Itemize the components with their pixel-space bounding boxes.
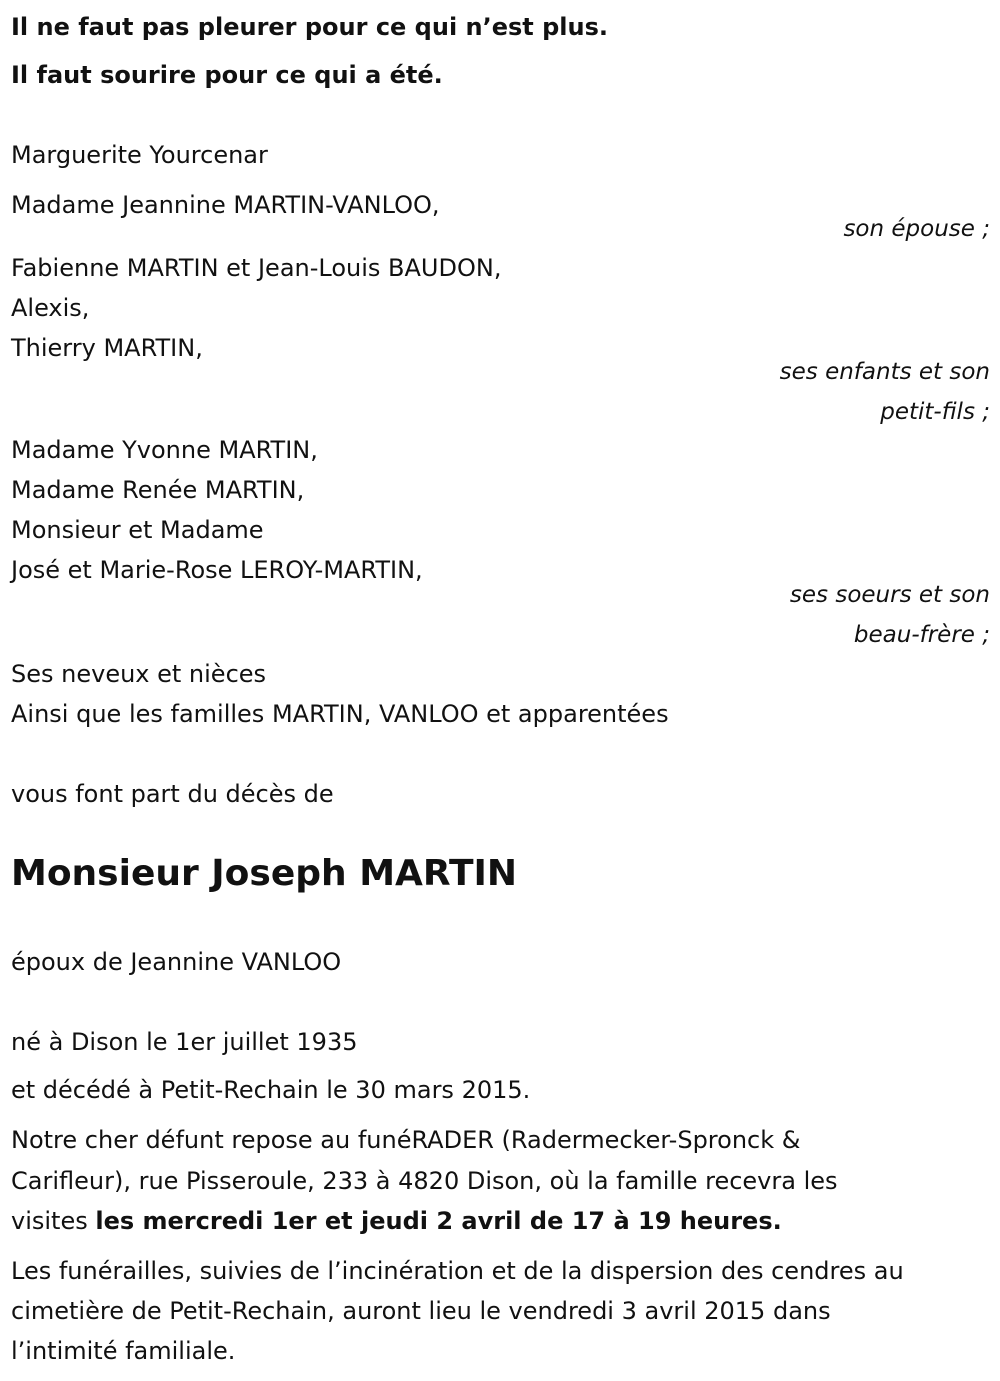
funeral-line: l’intimité familiale.: [11, 1337, 236, 1365]
quote-line-2: Il faut sourire pour ce qui a été.: [11, 61, 443, 89]
other-relatives: Ainsi que les familles MARTIN, VANLOO et apparentées: [11, 700, 669, 728]
sibling-name: José et Marie-Rose LEROY-MARTIN,: [11, 556, 423, 584]
quote-author: Marguerite Yourcenar: [11, 141, 268, 169]
death-info: et décédé à Petit-Rechain le 30 mars 2015.: [11, 1076, 531, 1104]
visitation-line: Carifleur), rue Pisseroule, 233 à 4820 Dison, où la famille recevra les: [11, 1167, 838, 1195]
child-name: Alexis,: [11, 294, 90, 322]
sibling-name: Monsieur et Madame: [11, 516, 264, 544]
children-role: ses enfants et son: [779, 359, 990, 385]
child-name: Fabienne MARTIN et Jean-Louis BAUDON,: [11, 254, 502, 282]
deceased-name: Monsieur Joseph MARTIN: [11, 853, 518, 894]
funeral-line: Les funérailles, suivies de l’incinération et de la dispersion des cendres au: [11, 1257, 904, 1285]
visitation-line: Notre cher défunt repose au funéRADER (Radermecker-Spronck &: [11, 1126, 801, 1154]
child-name: Thierry MARTIN,: [11, 334, 203, 362]
birth-info: né à Dison le 1er juillet 1935: [11, 1028, 358, 1056]
visitation-prefix: visites: [11, 1207, 96, 1235]
spouse-role: son épouse ;: [843, 216, 990, 242]
sibling-name: Madame Renée MARTIN,: [11, 476, 305, 504]
spouse-of: époux de Jeannine VANLOO: [11, 948, 342, 976]
siblings-role: ses soeurs et son: [789, 582, 990, 608]
spouse-name: Madame Jeannine MARTIN-VANLOO,: [11, 191, 440, 219]
visitation-line: [11, 1206, 782, 1236]
other-relatives: Ses neveux et nièces: [11, 660, 267, 688]
children-role: petit-fils ;: [880, 399, 990, 425]
quote-line-1: Il ne faut pas pleurer pour ce qui n’est plus.: [11, 13, 609, 41]
announcement: vous font part du décès de: [11, 780, 334, 808]
siblings-role: beau-frère ;: [853, 622, 990, 648]
sibling-name: Madame Yvonne MARTIN,: [11, 436, 318, 464]
funeral-line: cimetière de Petit-Rechain, auront lieu le vendredi 3 avril 2015 dans: [11, 1297, 831, 1325]
visitation-hours: les mercredi 1er et jeudi 2 avril de 17 à 19 heures.: [95, 1207, 782, 1235]
